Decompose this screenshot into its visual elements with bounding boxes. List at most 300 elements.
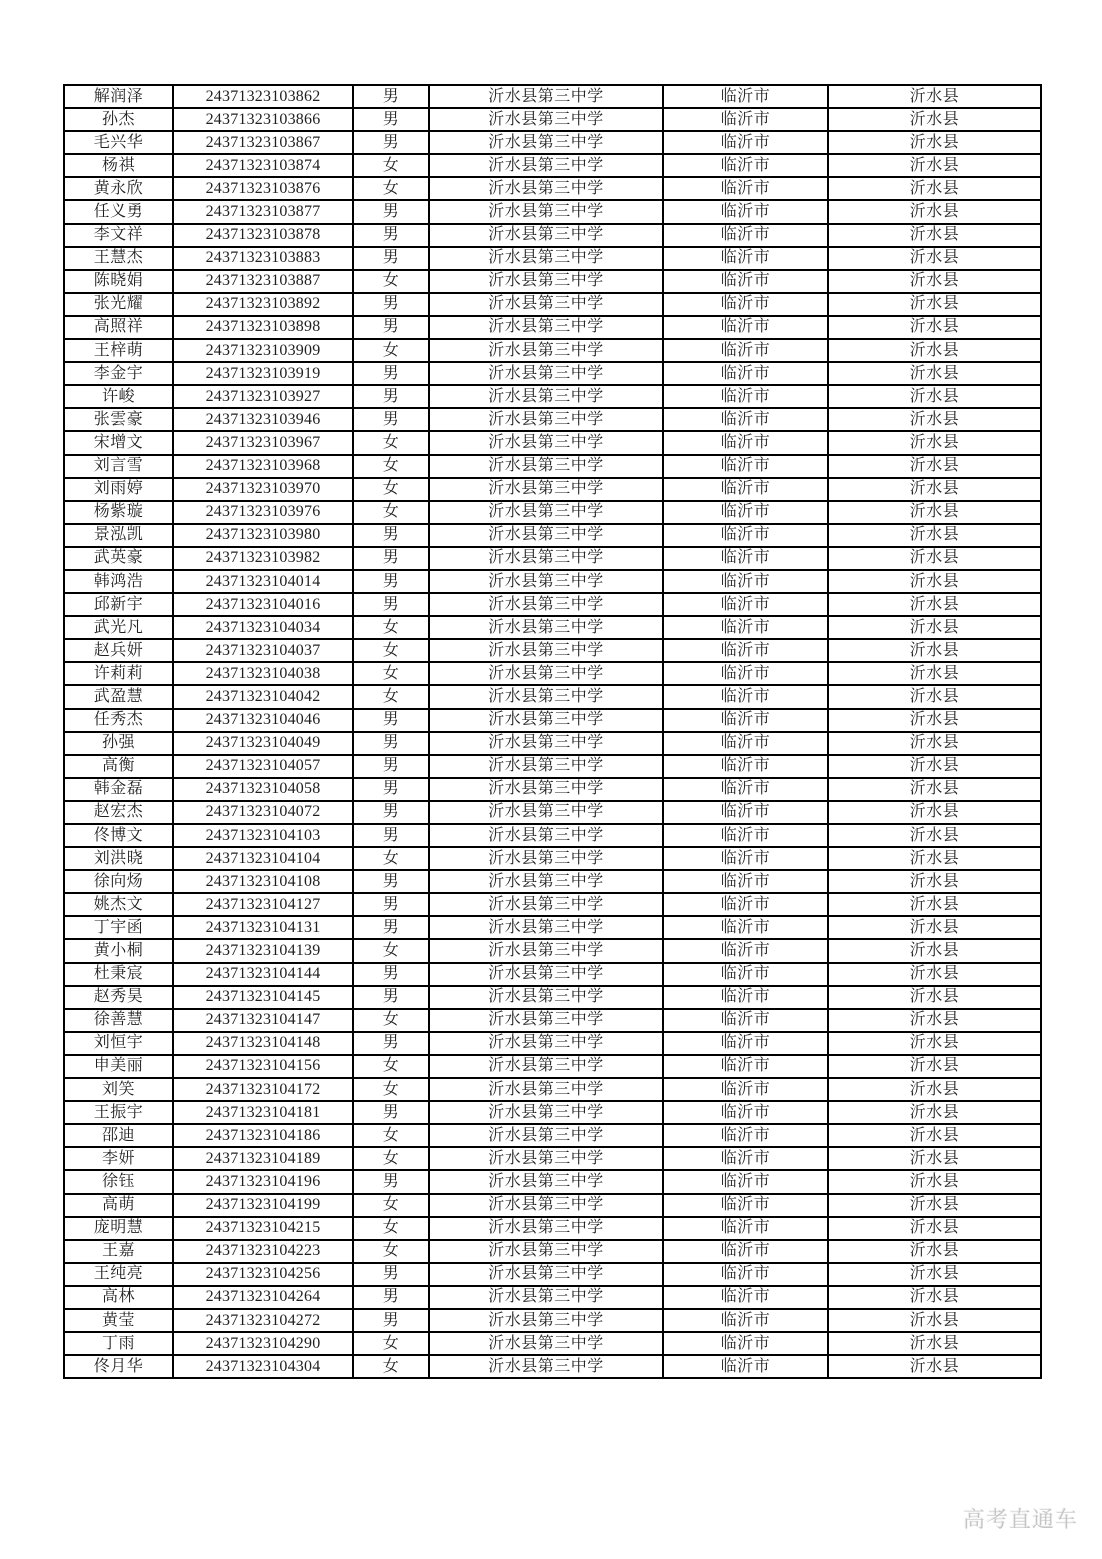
county-cell: 沂水县 [828,1355,1041,1378]
table-row [64,478,1041,501]
city-cell: 临沂市 [663,755,828,778]
gender-cell: 女 [353,154,429,177]
city-cell: 临沂市 [663,1078,828,1101]
gender-cell: 女 [353,431,429,454]
county-cell: 沂水县 [828,801,1041,824]
table-row [64,916,1041,939]
city-cell: 临沂市 [663,131,828,154]
school-cell: 沂水县第三中学 [429,1032,663,1055]
school-cell: 沂水县第三中学 [429,455,663,478]
gender-cell: 男 [353,362,429,385]
table-row [64,1309,1041,1332]
student-name-cell: 王纯亮 [64,1263,173,1286]
student-name-cell: 庞明慧 [64,1217,173,1240]
exam-id-cell: 24371323103883 [173,247,353,270]
school-cell: 沂水县第三中学 [429,1147,663,1170]
school-cell: 沂水县第三中学 [429,801,663,824]
table-row [64,1078,1041,1101]
county-cell: 沂水县 [828,200,1041,223]
student-name-cell: 武英豪 [64,547,173,570]
school-cell: 沂水县第三中学 [429,1240,663,1263]
student-name-cell: 张雲豪 [64,408,173,431]
student-name-cell: 杨祺 [64,154,173,177]
exam-id-cell: 24371323103976 [173,501,353,524]
county-cell: 沂水县 [828,1055,1041,1078]
county-cell: 沂水县 [828,616,1041,639]
exam-id-cell: 24371323103980 [173,524,353,547]
watermark-text: 高考直通车 [962,1507,1078,1532]
school-cell: 沂水县第三中学 [429,709,663,732]
student-name-cell: 赵兵妍 [64,639,173,662]
school-cell: 沂水县第三中学 [429,662,663,685]
student-name-cell: 邱新宇 [64,593,173,616]
county-cell: 沂水县 [828,1263,1041,1286]
school-cell: 沂水县第三中学 [429,270,663,293]
school-cell: 沂水县第三中学 [429,1286,663,1309]
table-row [64,455,1041,478]
exam-id-cell: 24371323104046 [173,709,353,732]
school-cell: 沂水县第三中学 [429,755,663,778]
school-cell: 沂水县第三中学 [429,847,663,870]
county-cell: 沂水县 [828,662,1041,685]
gender-cell: 男 [353,1263,429,1286]
student-name-cell: 刘恒宇 [64,1032,173,1055]
city-cell: 临沂市 [663,1170,828,1193]
city-cell: 临沂市 [663,362,828,385]
exam-id-cell: 24371323104014 [173,570,353,593]
exam-id-cell: 24371323104042 [173,685,353,708]
gender-cell: 男 [353,108,429,131]
school-cell: 沂水县第三中学 [429,593,663,616]
gender-cell: 男 [353,1032,429,1055]
table-row [64,662,1041,685]
exam-id-cell: 24371323104038 [173,662,353,685]
school-cell: 沂水县第三中学 [429,1217,663,1240]
school-cell: 沂水县第三中学 [429,1194,663,1217]
county-cell: 沂水县 [828,893,1041,916]
student-name-cell: 赵宏杰 [64,801,173,824]
exam-id-cell: 24371323104144 [173,963,353,986]
exam-id-cell: 24371323103887 [173,270,353,293]
gender-cell: 女 [353,662,429,685]
gender-cell: 女 [353,339,429,362]
gender-cell: 男 [353,1170,429,1193]
table-row [64,247,1041,270]
student-name-cell: 徐向炀 [64,870,173,893]
county-cell: 沂水县 [828,1194,1041,1217]
city-cell: 临沂市 [663,478,828,501]
table-row [64,1101,1041,1124]
table-row [64,177,1041,200]
exam-id-cell: 24371323104127 [173,893,353,916]
exam-id-cell: 24371323104148 [173,1032,353,1055]
exam-id-cell: 24371323104181 [173,1101,353,1124]
table-row [64,963,1041,986]
gender-cell: 男 [353,200,429,223]
school-cell: 沂水县第三中学 [429,431,663,454]
school-cell: 沂水县第三中学 [429,1309,663,1332]
exam-id-cell: 24371323104108 [173,870,353,893]
student-name-cell: 佟博文 [64,824,173,847]
student-name-cell: 黄莹 [64,1309,173,1332]
city-cell: 临沂市 [663,709,828,732]
table-row [64,778,1041,801]
table-row [64,85,1041,108]
school-cell: 沂水县第三中学 [429,1170,663,1193]
gender-cell: 男 [353,778,429,801]
city-cell: 临沂市 [663,824,828,847]
exam-id-cell: 24371323104186 [173,1124,353,1147]
school-cell: 沂水县第三中学 [429,154,663,177]
gender-cell: 男 [353,709,429,732]
gender-cell: 女 [353,1332,429,1355]
city-cell: 临沂市 [663,339,828,362]
table-row [64,547,1041,570]
city-cell: 临沂市 [663,639,828,662]
table-row [64,847,1041,870]
exam-id-cell: 24371323104016 [173,593,353,616]
exam-id-cell: 24371323104139 [173,939,353,962]
city-cell: 临沂市 [663,524,828,547]
county-cell: 沂水县 [828,1309,1041,1332]
city-cell: 临沂市 [663,85,828,108]
student-name-cell: 丁雨 [64,1332,173,1355]
city-cell: 临沂市 [663,1332,828,1355]
city-cell: 临沂市 [663,1194,828,1217]
gender-cell: 女 [353,939,429,962]
school-cell: 沂水县第三中学 [429,385,663,408]
city-cell: 临沂市 [663,616,828,639]
student-name-cell: 韩鸿浩 [64,570,173,593]
city-cell: 临沂市 [663,408,828,431]
table-row [64,593,1041,616]
gender-cell: 男 [353,316,429,339]
city-cell: 临沂市 [663,108,828,131]
county-cell: 沂水县 [828,316,1041,339]
county-cell: 沂水县 [828,963,1041,986]
student-name-cell: 孙杰 [64,108,173,131]
exam-id-cell: 24371323103866 [173,108,353,131]
city-cell: 临沂市 [663,1147,828,1170]
county-cell: 沂水县 [828,986,1041,1009]
school-cell: 沂水县第三中学 [429,108,663,131]
exam-id-cell: 24371323104156 [173,1055,353,1078]
table-row [64,939,1041,962]
student-name-cell: 陈晓娟 [64,270,173,293]
county-cell: 沂水县 [828,570,1041,593]
gender-cell: 男 [353,247,429,270]
county-cell: 沂水县 [828,385,1041,408]
gender-cell: 男 [353,224,429,247]
table-row [64,570,1041,593]
exam-id-cell: 24371323103898 [173,316,353,339]
city-cell: 临沂市 [663,778,828,801]
gender-cell: 女 [353,177,429,200]
exam-id-cell: 24371323104058 [173,778,353,801]
exam-id-cell: 24371323104304 [173,1355,353,1378]
city-cell: 临沂市 [663,154,828,177]
county-cell: 沂水县 [828,1240,1041,1263]
gender-cell: 男 [353,963,429,986]
student-name-cell: 宋增文 [64,431,173,454]
exam-id-cell: 24371323104049 [173,732,353,755]
exam-id-cell: 24371323104037 [173,639,353,662]
gender-cell: 女 [353,1240,429,1263]
city-cell: 临沂市 [663,570,828,593]
exam-id-cell: 24371323104272 [173,1309,353,1332]
gender-cell: 女 [353,1194,429,1217]
exam-id-cell: 24371323103970 [173,478,353,501]
student-name-cell: 佟月华 [64,1355,173,1378]
exam-id-cell: 24371323103968 [173,455,353,478]
exam-id-cell: 24371323103867 [173,131,353,154]
exam-id-cell: 24371323104189 [173,1147,353,1170]
school-cell: 沂水县第三中学 [429,339,663,362]
gender-cell: 男 [353,293,429,316]
city-cell: 临沂市 [663,963,828,986]
exam-id-cell: 24371323104104 [173,847,353,870]
table-row [64,293,1041,316]
table-row [64,1240,1041,1263]
gender-cell: 男 [353,131,429,154]
exam-id-cell: 24371323103892 [173,293,353,316]
gender-cell: 男 [353,1286,429,1309]
gender-cell: 男 [353,824,429,847]
table-row [64,824,1041,847]
table-row [64,1032,1041,1055]
school-cell: 沂水县第三中学 [429,986,663,1009]
county-cell: 沂水县 [828,177,1041,200]
county-cell: 沂水县 [828,755,1041,778]
city-cell: 临沂市 [663,986,828,1009]
table-row [64,801,1041,824]
student-name-cell: 李文祥 [64,224,173,247]
table-row [64,639,1041,662]
table-row [64,524,1041,547]
school-cell: 沂水县第三中学 [429,1009,663,1032]
city-cell: 临沂市 [663,1309,828,1332]
student-name-cell: 毛兴华 [64,131,173,154]
gender-cell: 女 [353,455,429,478]
school-cell: 沂水县第三中学 [429,85,663,108]
city-cell: 临沂市 [663,501,828,524]
city-cell: 临沂市 [663,1101,828,1124]
gender-cell: 女 [353,616,429,639]
county-cell: 沂水县 [828,501,1041,524]
exam-id-cell: 24371323104057 [173,755,353,778]
table-row [64,501,1041,524]
gender-cell: 女 [353,1355,429,1378]
city-cell: 临沂市 [663,270,828,293]
table-row [64,339,1041,362]
exam-id-cell: 24371323103862 [173,85,353,108]
exam-id-cell: 24371323103876 [173,177,353,200]
city-cell: 临沂市 [663,870,828,893]
county-cell: 沂水县 [828,709,1041,732]
table-row [64,616,1041,639]
gender-cell: 女 [353,1217,429,1240]
gender-cell: 男 [353,801,429,824]
city-cell: 临沂市 [663,662,828,685]
student-name-cell: 王梓萌 [64,339,173,362]
school-cell: 沂水县第三中学 [429,939,663,962]
table-row [64,1217,1041,1240]
city-cell: 临沂市 [663,293,828,316]
county-cell: 沂水县 [828,1332,1041,1355]
gender-cell: 男 [353,870,429,893]
student-name-cell: 徐善慧 [64,1009,173,1032]
city-cell: 临沂市 [663,1217,828,1240]
city-cell: 临沂市 [663,1286,828,1309]
county-cell: 沂水县 [828,639,1041,662]
gender-cell: 女 [353,639,429,662]
student-name-cell: 高林 [64,1286,173,1309]
student-name-cell: 姚杰文 [64,893,173,916]
table-row [64,685,1041,708]
city-cell: 临沂市 [663,593,828,616]
school-cell: 沂水县第三中学 [429,247,663,270]
city-cell: 临沂市 [663,893,828,916]
gender-cell: 男 [353,85,429,108]
exam-id-cell: 24371323104072 [173,801,353,824]
city-cell: 临沂市 [663,200,828,223]
gender-cell: 男 [353,570,429,593]
exam-id-cell: 24371323103874 [173,154,353,177]
county-cell: 沂水县 [828,939,1041,962]
gender-cell: 男 [353,408,429,431]
table-row [64,385,1041,408]
school-cell: 沂水县第三中学 [429,200,663,223]
county-cell: 沂水县 [828,732,1041,755]
exam-id-cell: 24371323103909 [173,339,353,362]
school-cell: 沂水县第三中学 [429,1355,663,1378]
city-cell: 临沂市 [663,247,828,270]
county-cell: 沂水县 [828,131,1041,154]
student-name-cell: 邵迪 [64,1124,173,1147]
county-cell: 沂水县 [828,247,1041,270]
county-cell: 沂水县 [828,478,1041,501]
student-name-cell: 丁宇函 [64,916,173,939]
school-cell: 沂水县第三中学 [429,1263,663,1286]
exam-id-cell: 24371323104264 [173,1286,353,1309]
county-cell: 沂水县 [828,455,1041,478]
school-cell: 沂水县第三中学 [429,685,663,708]
table-row [64,1332,1041,1355]
exam-id-cell: 24371323104131 [173,916,353,939]
county-cell: 沂水县 [828,1217,1041,1240]
gender-cell: 男 [353,916,429,939]
school-cell: 沂水县第三中学 [429,1078,663,1101]
student-name-cell: 韩金磊 [64,778,173,801]
table-row [64,200,1041,223]
county-cell: 沂水县 [828,593,1041,616]
gender-cell: 男 [353,593,429,616]
table-row [64,755,1041,778]
exam-id-cell: 24371323104215 [173,1217,353,1240]
school-cell: 沂水县第三中学 [429,639,663,662]
county-cell: 沂水县 [828,870,1041,893]
table-row [64,1355,1041,1378]
student-name-cell: 解润泽 [64,85,173,108]
exam-id-cell: 24371323104290 [173,1332,353,1355]
exam-id-cell: 24371323103919 [173,362,353,385]
exam-id-cell: 24371323104199 [173,1194,353,1217]
gender-cell: 男 [353,755,429,778]
county-cell: 沂水县 [828,778,1041,801]
table-row [64,1194,1041,1217]
table-row [64,1055,1041,1078]
exam-id-cell: 24371323103982 [173,547,353,570]
city-cell: 临沂市 [663,1032,828,1055]
student-name-cell: 高萌 [64,1194,173,1217]
gender-cell: 女 [353,478,429,501]
gender-cell: 女 [353,1147,429,1170]
school-cell: 沂水县第三中学 [429,524,663,547]
school-cell: 沂水县第三中学 [429,547,663,570]
table-row [64,1147,1041,1170]
city-cell: 临沂市 [663,847,828,870]
student-name-cell: 高衡 [64,755,173,778]
table-row [64,431,1041,454]
student-name-cell: 许峻 [64,385,173,408]
school-cell: 沂水县第三中学 [429,224,663,247]
exam-id-cell: 24371323104034 [173,616,353,639]
county-cell: 沂水县 [828,108,1041,131]
table-row [64,986,1041,1009]
gender-cell: 男 [353,547,429,570]
city-cell: 临沂市 [663,1240,828,1263]
gender-cell: 女 [353,270,429,293]
county-cell: 沂水县 [828,339,1041,362]
city-cell: 临沂市 [663,547,828,570]
county-cell: 沂水县 [828,1032,1041,1055]
exam-id-cell: 24371323104196 [173,1170,353,1193]
table-row [64,1124,1041,1147]
student-name-cell: 王振宇 [64,1101,173,1124]
gender-cell: 女 [353,1055,429,1078]
student-name-cell: 黄小桐 [64,939,173,962]
school-cell: 沂水县第三中学 [429,408,663,431]
county-cell: 沂水县 [828,224,1041,247]
county-cell: 沂水县 [828,431,1041,454]
city-cell: 临沂市 [663,177,828,200]
school-cell: 沂水县第三中学 [429,478,663,501]
gender-cell: 女 [353,685,429,708]
table-row [64,1286,1041,1309]
gender-cell: 女 [353,501,429,524]
county-cell: 沂水县 [828,847,1041,870]
county-cell: 沂水县 [828,408,1041,431]
school-cell: 沂水县第三中学 [429,893,663,916]
student-name-cell: 王慧杰 [64,247,173,270]
student-name-cell: 任秀杰 [64,709,173,732]
county-cell: 沂水县 [828,270,1041,293]
county-cell: 沂水县 [828,1009,1041,1032]
city-cell: 临沂市 [663,732,828,755]
student-name-cell: 李金宇 [64,362,173,385]
school-cell: 沂水县第三中学 [429,1124,663,1147]
table-row [64,893,1041,916]
exam-id-cell: 24371323103877 [173,200,353,223]
exam-id-cell: 24371323103967 [173,431,353,454]
table-row [64,224,1041,247]
student-name-cell: 许莉莉 [64,662,173,685]
student-name-cell: 张光耀 [64,293,173,316]
county-cell: 沂水县 [828,824,1041,847]
table-row [64,1263,1041,1286]
city-cell: 临沂市 [663,1124,828,1147]
school-cell: 沂水县第三中学 [429,570,663,593]
